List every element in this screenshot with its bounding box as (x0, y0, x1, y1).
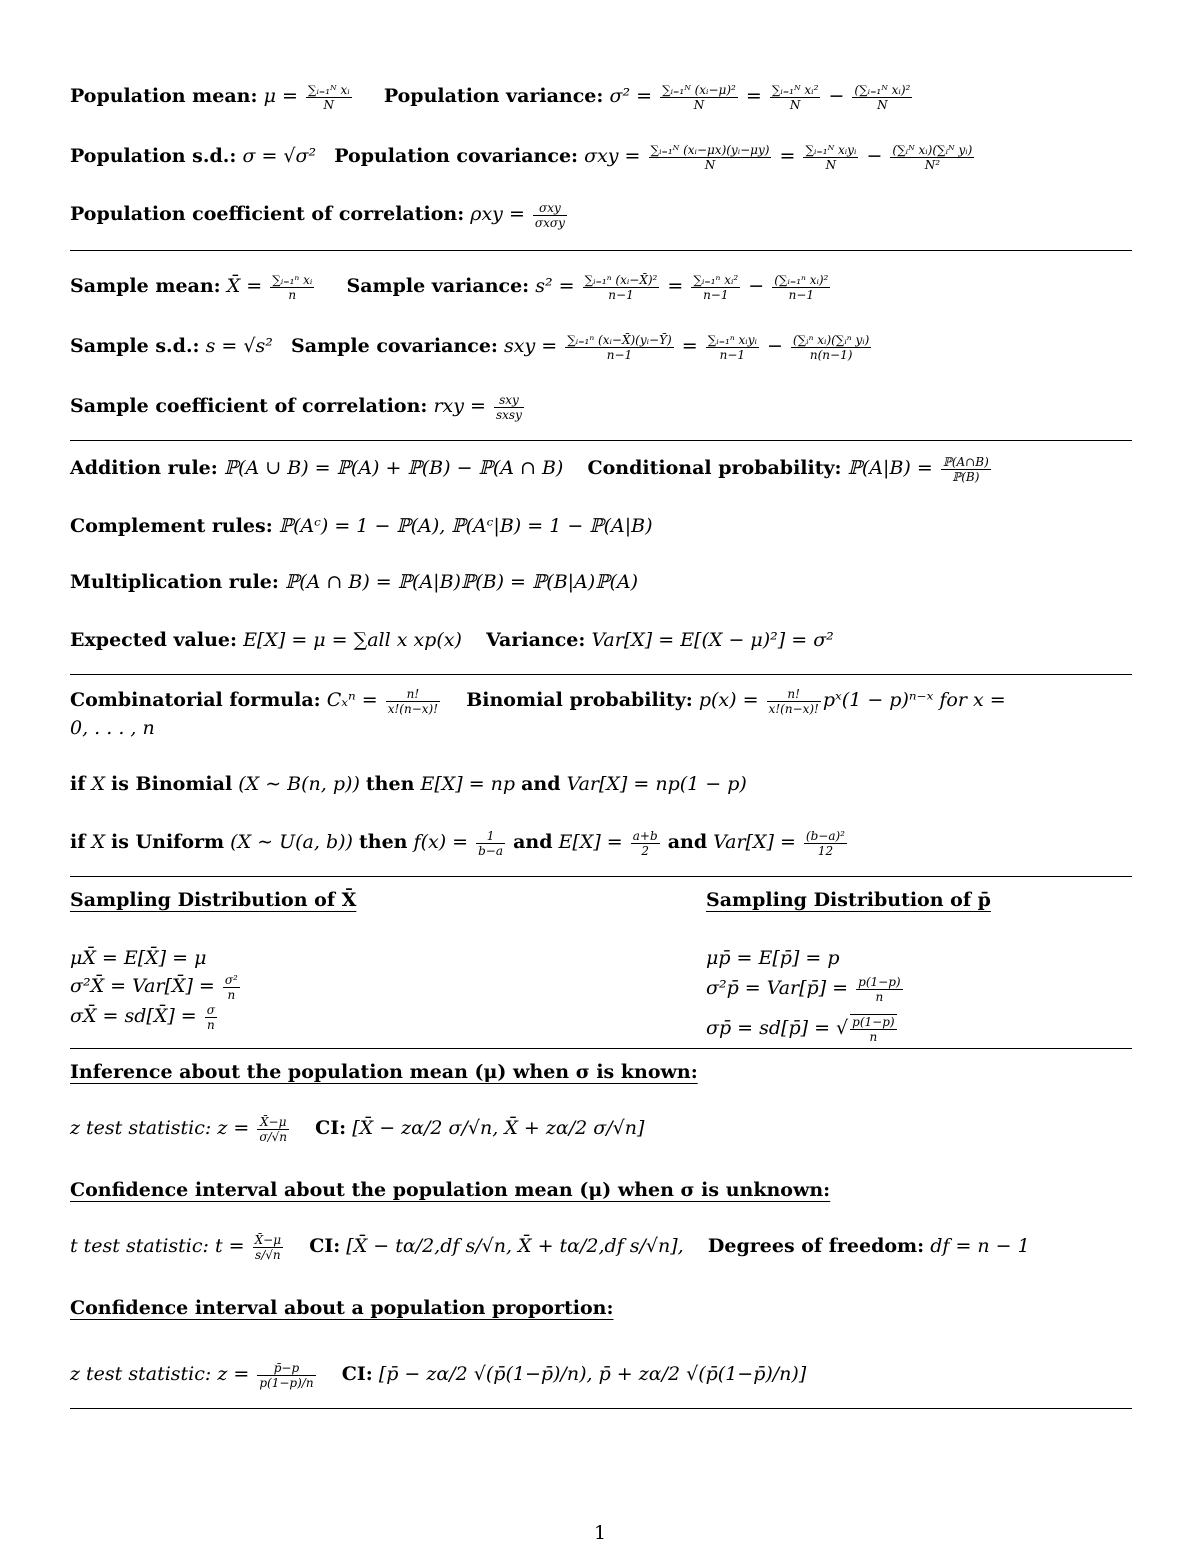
binomial-range: 0, . . . , n (70, 717, 155, 739)
sample-sd-expr: s = √s² (205, 335, 273, 357)
sample-variance-fraction-1: $\frac{\text{∑ᵢ₌₁ⁿ (xᵢ−X̄)²}}{n-1}$ (584, 272, 658, 302)
degrees-of-freedom-label: Degrees of freedom: (707, 1235, 925, 1257)
equals-sign: = (667, 275, 684, 297)
uniform-density-lhs: f(x) = (413, 831, 469, 853)
sample-variance-lhs: s² = (535, 275, 575, 297)
binomial-probability-rest: pˣ(1 − p)ⁿ⁻ˣ for x = (822, 689, 1006, 711)
inference-proportion-title (70, 1294, 614, 1322)
population-covariance-fraction-3: $\frac{\text{(∑ᵢᴺ xᵢ)(∑ᵢᴺ yᵢ)}}{\text{N²}}$ (892, 142, 973, 172)
sampling-xbar-mean: μX̄ = E[X̄] = μ (70, 947, 207, 969)
sampling-xbar-variance-fraction: $\frac{\text{σ²}}{n}$ (224, 972, 238, 1002)
sample-correlation-line (70, 392, 1132, 422)
equals-sign: = (745, 85, 762, 107)
inference-unknown-title (70, 1176, 830, 1204)
t-statistic-label: t test statistic: (70, 1235, 209, 1257)
sample-covariance-label: Sample covariance: (290, 335, 498, 357)
combinatorial-binomial-line (70, 686, 1132, 716)
minus-sign: − (748, 275, 765, 297)
equals-sign: = (779, 145, 796, 167)
t-statistic-lhs: t = (214, 1235, 245, 1257)
sampling-pbar-sd-fraction: $\frac{p(1-p)}{n}$ (852, 1015, 895, 1044)
population-covariance-lhs: σxy = (584, 145, 641, 167)
sample-covariance-fraction-2: $\frac{\text{∑ᵢ₌₁ⁿ xᵢyᵢ}}{n-1}$ (707, 332, 757, 362)
sample-mean-lhs: X̄ = (226, 275, 263, 297)
minus-sign: − (766, 335, 783, 357)
population-mean-lhs: μ = (263, 85, 298, 107)
and-word: and (667, 831, 708, 853)
expected-value-label: Expected value: (70, 629, 238, 651)
binomial-probability-label: Binomial probability: (466, 689, 693, 711)
z-statistic-label: z test statistic: (70, 1117, 212, 1139)
z-statistic-lhs: z = (217, 1363, 250, 1385)
sampling-pbar-title (706, 886, 991, 914)
population-sd-expr: σ = √σ² (242, 145, 317, 167)
sample-sd-label: Sample s.d.: (70, 335, 200, 357)
uniform-condition: (X ∼ U(a, b)) (230, 831, 353, 853)
conditional-probability-lhs: ℙ(A|B) = (847, 457, 933, 479)
complement-rules-expr: ℙ(Aᶜ) = 1 − ℙ(A), ℙ(Aᶜ|B) = 1 − ℙ(A|B) (278, 515, 653, 537)
sample-correlation-label: Sample coefficient of correlation: (70, 395, 428, 417)
sampling-xbar-sd (70, 1002, 219, 1032)
minus-sign: − (828, 85, 845, 107)
sampling-pbar-sd (706, 1014, 899, 1044)
population-mean-fraction: $\frac{\text{∑ᵢ₌₁ᴺ xᵢ}}{N}$ (307, 82, 350, 112)
combinatorial-formula-label: Combinatorial formula: (70, 689, 321, 711)
variable-x: X (91, 773, 105, 795)
then-word: then (365, 773, 415, 795)
sample-covariance-lhs: sxy = (504, 335, 558, 357)
binomial-condition: (X ∼ B(n, p)) (238, 773, 360, 795)
uniform-density-fraction: $\frac{1}{b-a}$ (478, 828, 504, 858)
population-mean-label: Population mean: (70, 85, 258, 107)
divider (70, 876, 1132, 877)
combinatorial-formula-fraction: $\frac{n!}{x!(n-x)!}$ (387, 686, 439, 716)
population-variance-label: Population variance: (383, 85, 604, 107)
population-variance-fraction-2: $\frac{\text{∑ᵢ₌₁ᴺ xᵢ²}}{N}$ (771, 82, 819, 112)
binomial-variance: Var[X] = np(1 − p) (566, 773, 747, 795)
binomial-probability-lhs: p(x) = (698, 689, 759, 711)
population-covariance-fraction-2: $\frac{\text{∑ᵢ₌₁ᴺ xᵢyᵢ}}{N}$ (805, 142, 857, 172)
multiplication-rule-label: Multiplication rule: (70, 571, 279, 593)
sampling-pbar-sd-lhs: σp̄ = sd[p̄] = √ (706, 1017, 849, 1039)
divider (70, 1408, 1132, 1409)
sample-variance-fraction-2: $\frac{\text{∑ᵢ₌₁ⁿ xᵢ²}}{n-1}$ (693, 272, 739, 302)
is-binomial-text: is Binomial (111, 773, 233, 795)
binomial-moments-line (70, 770, 1132, 798)
z-statistic-label: z test statistic: (70, 1363, 212, 1385)
conditional-probability-fraction: $\frac{\text{ℙ(A∩B)}}{\text{ℙ(B)}}$ (942, 454, 989, 484)
ci-expression: [p̄ − zα/2 √(p̄(1−p̄)/n), p̄ + zα/2 √(p̄(1−p̄)/n)] (378, 1363, 807, 1385)
is-uniform-text: is Uniform (111, 831, 225, 853)
and-word: and (513, 831, 553, 853)
sampling-pbar-variance-lhs: σ²p̄ = Var[p̄] = (706, 977, 849, 999)
combinatorial-formula-lhs: Cₓⁿ = (326, 689, 378, 711)
complement-rules-line (70, 512, 1132, 540)
z-statistic-fraction: $\frac{X̄-\mu}{\sigma/√n}$ (259, 1114, 287, 1144)
sample-mean-variance-line (70, 272, 1132, 302)
and-word: and (521, 773, 561, 795)
inference-proportion-title-text: Confidence interval about a population proportion: (70, 1297, 614, 1319)
sampling-pbar-mean: μp̄ = E[p̄] = p (706, 947, 840, 969)
multiplication-rule-line (70, 568, 1132, 596)
sample-mean-fraction: $\frac{\text{∑ᵢ₌₁ⁿ xᵢ}}{n}$ (272, 272, 313, 302)
sampling-pbar-variance (706, 974, 905, 1004)
addition-conditional-line (70, 454, 1132, 484)
inference-proportion-line (70, 1360, 1132, 1390)
population-variance-fraction-1: $\frac{\text{∑ᵢ₌₁ᴺ (xᵢ−μ)²}}{N}$ (662, 82, 736, 112)
sampling-xbar-sd-fraction: $\frac{\sigma}{n}$ (206, 1002, 215, 1032)
binomial-continuation-line (70, 714, 1132, 742)
then-word: then (358, 831, 408, 853)
uniform-variance-lhs: Var[X] = (713, 831, 796, 853)
population-variance-fraction-3: $\frac{\text{(∑ᵢ₌₁ᴺ xᵢ)²}}{N}$ (854, 82, 911, 112)
expected-value-line (70, 626, 1132, 654)
addition-rule-label: Addition rule: (70, 457, 218, 479)
sample-covariance-fraction-3: $\frac{\text{(∑ᵢⁿ xᵢ)(∑ᵢⁿ yᵢ)}}{n(n-1)}$ (792, 332, 870, 362)
multiplication-rule-expr: ℙ(A ∩ B) = ℙ(A|B)ℙ(B) = ℙ(B|A)ℙ(A) (284, 571, 639, 593)
if-word: if (70, 773, 86, 795)
inference-unknown-line (70, 1232, 1132, 1262)
complement-rules-label: Complement rules: (70, 515, 273, 537)
sample-mean-label: Sample mean: (70, 275, 221, 297)
binomial-expectation: E[X] = np (420, 773, 516, 795)
divider (70, 674, 1132, 675)
population-mean-variance-line (70, 82, 1132, 112)
population-covariance-label: Population covariance: (334, 145, 579, 167)
expected-value-expr: E[X] = μ = ∑all x xp(x) (243, 629, 462, 651)
uniform-expectation-lhs: E[X] = (558, 831, 623, 853)
sampling-xbar-title (70, 886, 356, 914)
t-statistic-fraction: $\frac{X̄-\mu}{s/√n}$ (254, 1232, 282, 1262)
sample-covariance-fraction-1: $\frac{\text{∑ᵢ₌₁ⁿ (xᵢ−X̄)(yᵢ−Ȳ)}}{n-1}$ (567, 332, 672, 362)
minus-sign: − (866, 145, 883, 167)
z-statistic-lhs: z = (217, 1117, 250, 1139)
population-correlation-label: Population coefficient of correlation: (70, 203, 465, 225)
population-sd-label: Population s.d.: (70, 145, 237, 167)
variance-label: Variance: (486, 629, 586, 651)
sampling-pbar-title-text: Sampling Distribution of p̄ (706, 889, 991, 911)
sampling-xbar-title-text: Sampling Distribution of X̄ (70, 889, 357, 911)
page-number: 1 (593, 1522, 607, 1544)
uniform-expectation-fraction: $\frac{a+b}{2}$ (632, 828, 658, 858)
ci-expression: [X̄ − zα/2 σ/√n, X̄ + zα/2 σ/√n] (352, 1117, 645, 1139)
population-correlation-fraction: $\frac{\text{σxy}}{\text{σxσy}}$ (534, 200, 565, 230)
sampling-xbar-variance (70, 972, 242, 1002)
degrees-of-freedom-expr: df = n − 1 (930, 1235, 1030, 1257)
variable-x: X (91, 831, 105, 853)
addition-rule-expr: ℙ(A ∪ B) = ℙ(A) + ℙ(B) − ℙ(A ∩ B) (223, 457, 564, 479)
ci-label: CI: (341, 1363, 373, 1385)
inference-known-title (70, 1058, 698, 1086)
ci-label: CI: (315, 1117, 347, 1139)
population-variance-lhs: σ² = (609, 85, 653, 107)
sample-correlation-lhs: rxy = (433, 395, 486, 417)
conditional-probability-label: Conditional probability: (587, 457, 842, 479)
equals-sign: = (681, 335, 698, 357)
if-word: if (70, 831, 86, 853)
divider (70, 440, 1132, 441)
ci-expression: [X̄ − tα/2,df s/√n, X̄ + tα/2,df s/√n], (346, 1235, 684, 1257)
ci-label: CI: (309, 1235, 341, 1257)
divider (70, 1048, 1132, 1049)
binomial-probability-fraction: $\frac{n!}{x!(n-x)!}$ (768, 686, 819, 716)
sampling-pbar-variance-fraction: $\frac{p(1-p)}{n}$ (858, 974, 901, 1004)
population-correlation-line (70, 200, 1132, 230)
sample-variance-fraction-3: $\frac{\text{(∑ᵢ₌₁ⁿ xᵢ)²}}{n-1}$ (774, 272, 829, 302)
sampling-xbar-sd-lhs: σX̄ = sd[X̄] = (70, 1005, 197, 1027)
divider (70, 250, 1132, 251)
inference-known-title-text: Inference about the population mean (μ) when σ is known: (70, 1061, 698, 1083)
population-correlation-lhs: ρxy = (470, 203, 525, 225)
sampling-xbar-variance-lhs: σ²X̄ = Var[X̄] = (70, 975, 215, 997)
inference-unknown-title-text: Confidence interval about the population mean (μ) when σ is unknown: (70, 1179, 831, 1201)
uniform-moments-line (70, 828, 1132, 858)
sample-correlation-fraction: $\frac{\text{sxy}}{\text{sxsy}}$ (496, 392, 522, 422)
sample-variance-label: Sample variance: (346, 275, 530, 297)
sample-sd-covariance-line (70, 332, 1132, 362)
population-sd-covariance-line (70, 142, 1132, 172)
population-covariance-fraction-1: $\frac{\text{∑ᵢ₌₁ᴺ (xᵢ−μx)(yᵢ−μy)}}{N}$ (650, 142, 770, 172)
inference-known-line (70, 1114, 1132, 1144)
variance-expr: Var[X] = E[(X − μ)²] = σ² (591, 629, 834, 651)
uniform-variance-fraction: $\frac{\text{(b−a)²}}{12}$ (805, 828, 845, 858)
proportion-statistic-fraction: $\frac{p̄-p}{p(1-p)/n}$ (259, 1360, 314, 1390)
